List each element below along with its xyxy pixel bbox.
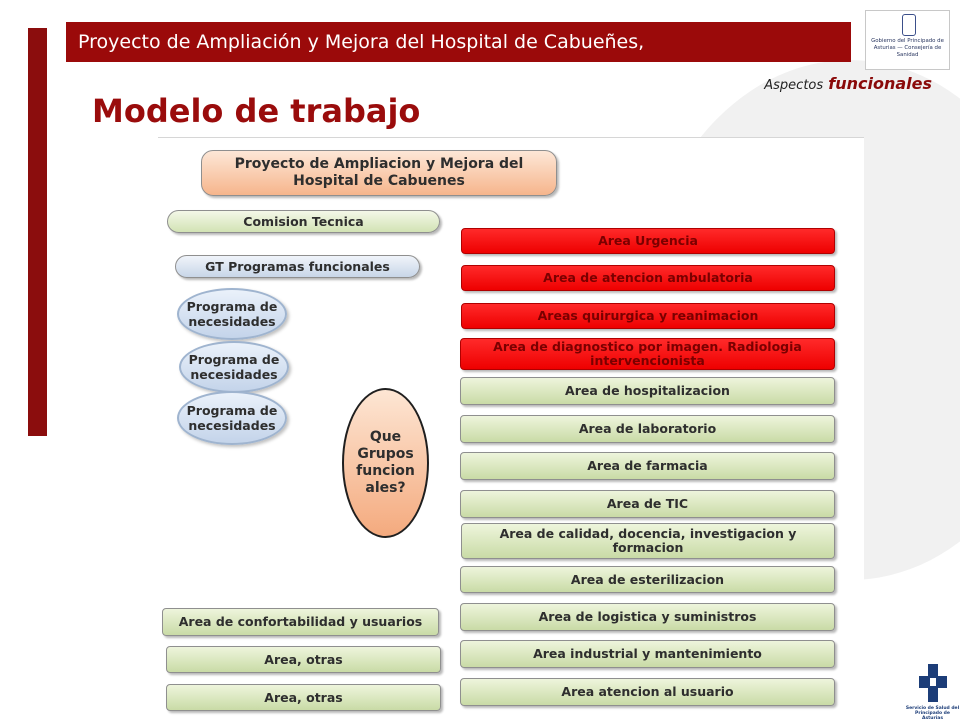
area-box: Area de laboratorio: [460, 415, 835, 443]
accent-bar: [28, 28, 47, 436]
servicio-salud-logo: [905, 662, 960, 720]
left-area-box: Area, otras: [166, 646, 441, 673]
area-box: Area de calidad, docencia, investigacion y formacion: [461, 523, 835, 559]
left-area-box: Area, otras: [166, 684, 441, 711]
programa-bubble: Programa de necesidades: [177, 391, 287, 445]
area-box-red: Area de atencion ambulatoria: [461, 265, 835, 291]
logo-text: Gobierno del Principado de Asturias — Consejería de Sanidad: [871, 38, 944, 58]
health-cross-icon: [919, 664, 947, 702]
left-area-box: Area de confortabilidad y usuarios: [162, 608, 439, 636]
area-box: Area de logistica y suministros: [460, 603, 835, 631]
question-text: Que Grupos funcion ales?: [356, 429, 415, 496]
area-box: Area de farmacia: [460, 452, 835, 480]
header-banner: [66, 22, 851, 62]
subtitle-prefix: Aspectos: [764, 78, 824, 93]
subtitle: [640, 74, 932, 93]
area-box: Area de TIC: [460, 490, 835, 518]
header-title: Proyecto de Ampliación y Mejora del Hospital de Cabueñes,: [78, 31, 645, 53]
programa-bubble: Programa de necesidades: [179, 341, 289, 393]
page-title: Modelo de trabajo: [92, 92, 421, 130]
area-box-red: Area Urgencia: [461, 228, 835, 254]
area-box: Area industrial y mantenimiento: [460, 640, 835, 668]
comision-tecnica-box: Comision Tecnica: [167, 210, 440, 233]
gt-programas-box: GT Programas funcionales: [175, 255, 420, 278]
programa-bubble: Programa de necesidades: [177, 288, 287, 340]
area-box: Area atencion al usuario: [460, 678, 835, 706]
area-box: Area de hospitalizacion: [460, 377, 835, 405]
project-box: Proyecto de Ampliacion y Mejora del Hospital de Cabuenes: [201, 150, 557, 196]
diagram-panel: [158, 137, 864, 720]
question-oval: [342, 388, 429, 538]
logo-caption: Servicio de Salud del Principado de Asturias: [905, 706, 960, 721]
principado-logo: [865, 10, 950, 70]
area-box-red: Areas quirurgica y reanimacion: [461, 303, 835, 329]
area-box-red: Area de diagnostico por imagen. Radiologia intervencionista: [460, 338, 835, 370]
area-box: Area de esterilizacion: [460, 566, 835, 593]
subtitle-emphasis: funcionales: [828, 74, 932, 93]
crest-icon: [902, 14, 916, 36]
